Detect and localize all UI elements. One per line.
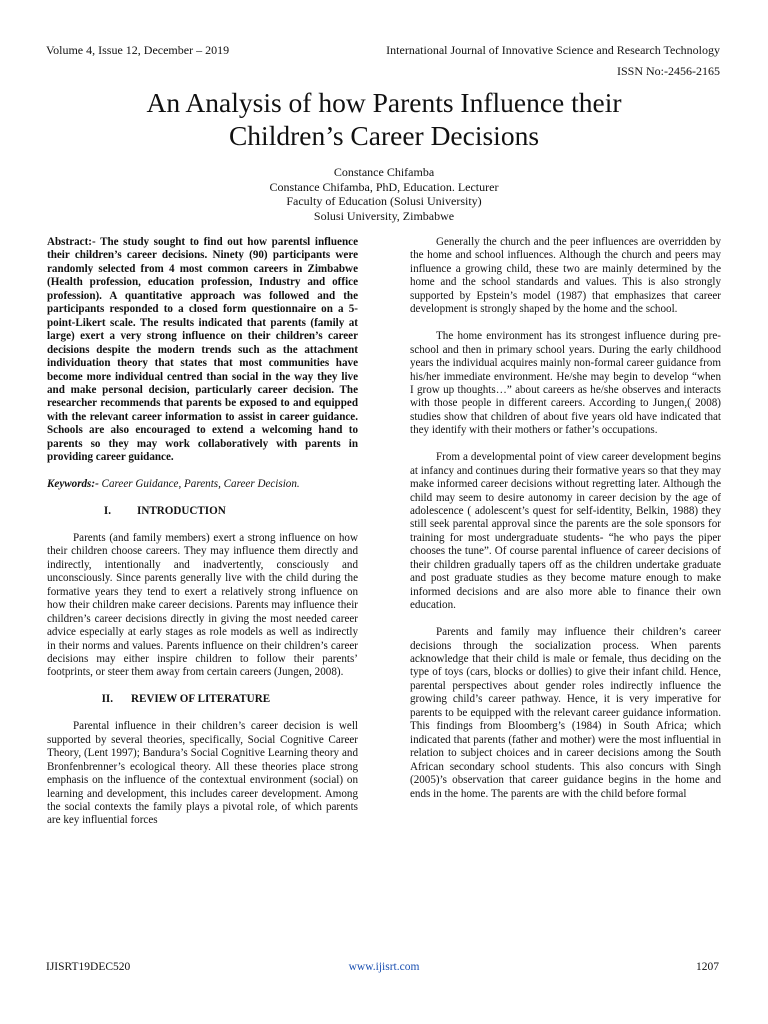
body-paragraph: Parents and family may influence their children’s career decisions through the socialization process. When parents acknowledge that their child is male or female, thus deciding on the type of toys (cars, blocks or dollies) to give their infant child. Hence, parental perspectives about gender roles indirectly influence the growing child’s career pathway. Hence, it is very imperative for parents to be equipped with the relevant career guidance information. This findings from Bloomberg’s (1984) in South Africa; which indicated that parents (father and mother) were the most influential in relation to subject choices and in career decisions among the South African secondary school students. This also concurs with Singh (2005)’s observation that career guidance begins in the home and ends in the home. The parents are with the child before formal: [410, 626, 721, 800]
keywords-text: Career Guidance, Parents, Career Decision.: [98, 478, 300, 491]
keywords-label: Keywords:-: [47, 478, 99, 491]
author-title: Constance Chifamba, PhD, Education. Lecturer: [269, 179, 499, 194]
section-number: I.: [103, 505, 111, 518]
author-block: [84, 165, 684, 223]
footer-paper-code: IJISRT19DEC520: [46, 961, 131, 973]
author-name: Constance Chifamba: [333, 165, 435, 179]
header-journal: International Journal of Innovative Science and Research Technology: [386, 43, 720, 57]
body-paragraph: Generally the church and the peer influences are overridden by the home and school influences. Although the church and peers may influence a growing child, these two are mainly determined by the home and the school standards and values. This is also strongly supported by Epstein’s model (1987) that emphasizes that career development is strongly shaped by the home and the school.: [410, 236, 721, 316]
title-line-1: An Analysis of how Parents Influence their: [146, 87, 622, 118]
keywords: [47, 478, 358, 491]
right-column: [410, 236, 721, 814]
abstract: Abstract:- The study sought to find out how parentsl influence their children’s career decisions. Ninety (90) participants were randomly selected from 4 most common careers in Zimbabwe (Health profession, education profession, Industry and office profession). A quantitative approach was followed and the participants responded to a closed form questionnaire on a 5-point-Likert scale. The results indicated that parents (family at large) exert a very strong influence on their children’s career decisions despite the modern trends such as the attachment individuation theory that states that most communities have become more individual centred than social in the way they live and make personal decision, particularly career decision. The researcher recommends that parents be exposed to and equipped with the relevant career information to assist in career guidance. Schools are also encouraged to extend a welcoming hand to parents so they may work collaboratively with parents in providing career guidance.: [47, 236, 358, 464]
author-faculty: Faculty of Education (Solusi University): [286, 194, 482, 208]
section-heading-literature: [47, 693, 358, 706]
body-paragraph: The home environment has its strongest influence during pre-school and then in primary school years. During the early childhood years the individual acquires mainly non-formal career guidance from his/her immediate environment. He/she may begin to develop “when I grow up thoughts…” about careers as he/she observes and interacts with those people in different careers. According to Jungen,( 2008) studies show that children of about five years old have indicated that they identify with their mothers or father’s occupations.: [410, 330, 721, 437]
section-number: II.: [101, 693, 113, 706]
header-issn: ISSN No:-2456-2165: [616, 64, 720, 78]
section-title: REVIEW OF LITERATURE: [131, 693, 271, 706]
paper-title: [60, 86, 708, 152]
intro-paragraph: Parents (and family members) exert a strong influence on how their children choose careers. They may influence them directly and indirectly, intentionally and inadvertently, consciously and unconsciously. Since parents generally live with the child during the formative years they tend to exert a relatively strong influence on how their children make career decisions. Parents may influence their children’s career decisions directly in giving the most needed career advice especially at early stages as role models as well as indirectly in their norms and values. Parents influence on their children’s career decisions may either inspire children to follow their parents’ footprints, or steer them away from certain careers (Jungen, 2008).: [47, 531, 358, 679]
header-volume: Volume 4, Issue 12, December – 2019: [46, 43, 230, 57]
section-heading-introduction: [47, 505, 358, 518]
footer-page-number: 1207: [696, 961, 719, 973]
footer-website-link[interactable]: www.ijisrt.com: [348, 961, 420, 973]
left-column: [47, 236, 358, 841]
section-title: INTRODUCTION: [137, 505, 226, 518]
body-paragraph: From a developmental point of view career development begins at infancy and continues during their formative years so that they may make informed career decisions without regretting later. Although the child may seem to desire autonomy in career decision by the age of adolescence ( adolescent’s quest for self-identity, Belkin, 1988) they still seek parental approval since the parents are the sole sponsors for training for most undergraduate students- “he who pays the piper chooses the tune”. Of course parental influence of career decisions of their children gradually tapers off as the children undertake graduate and post graduate studies as they become mature enough to make informed decisions and are also more able to finance their own education.: [410, 451, 721, 612]
author-university: Solusi University, Zimbabwe: [313, 208, 455, 223]
title-line-2: Children’s Career Decisions: [228, 120, 540, 151]
literature-paragraph: Parental influence in their children’s career decision is well supported by several theories, specifically, Social Cognitive Career Theory, (Lent 1997); Bandura’s Social Cognitive Learning theory and Bronfenbrenner’s ecological theory. All these theories place strong emphasis on the influence of the contextual environment (social) on learning and development, this includes career development. Among the social contexts the family plays a pivotal role, of which parents are key influential forces: [47, 720, 358, 827]
